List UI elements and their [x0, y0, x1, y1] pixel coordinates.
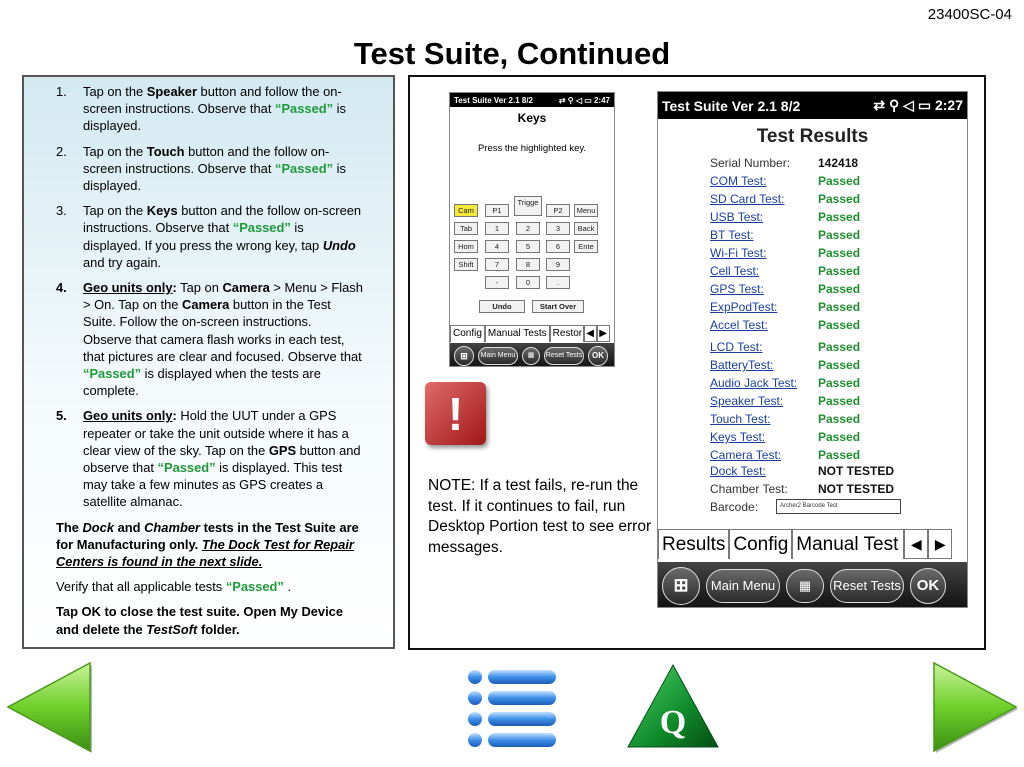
tab-scroll-right-icon[interactable]: ▶: [928, 529, 952, 559]
results-tab-bar: [658, 529, 968, 559]
barcode-field[interactable]: Archer2 Barcode Test: [776, 499, 901, 514]
results-bottom-bar: [658, 562, 968, 608]
result-test-name[interactable]: SD Card Test:: [710, 192, 785, 206]
verify-text: Verify that all applicable tests: [56, 579, 226, 595]
undo-button[interactable]: Undo: [479, 300, 525, 313]
dock-keyword: Dock: [82, 519, 115, 535]
keyboard-icon[interactable]: ▦: [522, 347, 540, 365]
step-text: is displayed.: [83, 160, 346, 194]
status-icons: ⇄ ⚲ ◁ ▭ 2:47: [558, 95, 610, 105]
key-0[interactable]: 0: [516, 276, 540, 289]
verify-instruction: [56, 578, 363, 595]
result-status: Passed: [818, 412, 861, 426]
key-tab[interactable]: Tab: [454, 222, 478, 235]
close-instruction: [56, 603, 363, 637]
step-2: [56, 143, 363, 195]
key-menu[interactable]: Menu: [574, 204, 598, 217]
tab-results[interactable]: Results: [658, 529, 729, 559]
step-number: 5.: [56, 408, 67, 424]
status-time: 2:47: [593, 95, 610, 105]
step-text: and try again.: [83, 254, 162, 270]
barcode-label: Barcode:: [710, 500, 759, 514]
passed-label: “Passed”: [275, 101, 334, 117]
step-number: 4.: [56, 280, 67, 296]
result-test-name[interactable]: Touch Test:: [710, 412, 771, 426]
instructions-panel: [22, 75, 395, 649]
next-slide-button[interactable]: [930, 661, 1022, 753]
step-number: 3.: [56, 203, 67, 219]
step-text: button and the follow on-screen instructions. Observe that: [83, 203, 362, 236]
step-text: button and follow the on-screen instructions. Observe that: [83, 84, 342, 117]
status-icons: ⇄ ⚲ ◁ ▭ 2:27: [873, 97, 963, 113]
step-text: :: [172, 280, 177, 296]
result-test-name[interactable]: Camera Test:: [710, 448, 782, 462]
keyboard-icon[interactable]: ▦: [786, 569, 824, 603]
keys-title: Keys: [517, 111, 547, 125]
quiz-q-icon: [626, 663, 720, 749]
result-status: Passed: [818, 192, 861, 206]
tab-config[interactable]: Config: [450, 325, 485, 342]
keys-tab-bar: [450, 325, 615, 342]
dock-chamber-note: [56, 519, 363, 571]
key-6[interactable]: 6: [546, 240, 570, 253]
result-status: Passed: [818, 210, 861, 224]
tab-restore[interactable]: Restor: [550, 325, 584, 342]
list-icon: [466, 668, 558, 750]
step-text: Tap on the: [83, 203, 147, 219]
key-8[interactable]: 8: [516, 258, 540, 271]
key-1[interactable]: 1: [485, 222, 509, 235]
key-p1[interactable]: P1: [485, 204, 509, 217]
result-status: 142418: [818, 156, 859, 170]
windows-start-icon[interactable]: ⊞: [662, 567, 700, 605]
warning-icon: [425, 382, 486, 445]
key-5[interactable]: 5: [516, 240, 540, 253]
warning-glyph: !: [447, 388, 464, 440]
test-results-screen: [657, 91, 968, 608]
result-test-name[interactable]: ExpPodTest:: [710, 300, 778, 314]
step-text: is displayed.: [83, 101, 346, 134]
keys-test-screen: [449, 92, 615, 367]
result-test-name[interactable]: Dock Test:: [710, 464, 766, 478]
ok-button[interactable]: OK: [588, 346, 608, 366]
result-test-name[interactable]: Keys Test:: [710, 430, 766, 444]
status-bar: [658, 92, 967, 119]
step-text: is displayed when the tests are complete.: [83, 366, 321, 399]
step-text: Tap on: [176, 280, 223, 296]
windows-start-icon[interactable]: ⊞: [454, 346, 474, 366]
folder-name: TestSoft: [146, 621, 198, 637]
step-number: 1.: [56, 84, 67, 99]
step-keyword: Speaker: [146, 84, 197, 99]
result-status: Passed: [818, 282, 861, 296]
step-text: Tap on the: [83, 143, 147, 159]
step-keyword: Keys: [146, 203, 178, 219]
key-3[interactable]: 3: [546, 222, 570, 235]
results-title: Test Results: [756, 126, 869, 147]
step-text: Tap on the: [83, 84, 147, 99]
result-status: Passed: [818, 246, 861, 260]
key-7[interactable]: 7: [485, 258, 509, 271]
geo-units-label: Geo units only: [83, 280, 173, 296]
next-slide-reference: The Dock Test for Repair Centers is found in the next slide.: [56, 536, 354, 570]
passed-label: “Passed”: [225, 579, 284, 595]
step-keyword: Camera: [222, 280, 270, 296]
main-menu-button[interactable]: Main Menu: [478, 347, 518, 365]
document-id: 23400SC-04: [927, 6, 1012, 23]
step-1: [56, 83, 363, 135]
start-over-button[interactable]: Start Over: [532, 300, 584, 313]
close-text: Tap OK to close the test suite. Open My Device and delete the: [56, 604, 344, 637]
result-test-name[interactable]: Cell Test:: [710, 264, 760, 278]
result-status: Passed: [818, 340, 861, 354]
result-status: Passed: [818, 318, 861, 332]
result-status: NOT TESTED: [818, 482, 895, 496]
tab-scroll-left-icon[interactable]: ◀: [584, 325, 597, 342]
result-test-name[interactable]: Speaker Test:: [710, 394, 784, 408]
step-text: > Menu > Flash > On. Tap on the: [83, 280, 363, 313]
key-cam[interactable]: Cam: [454, 204, 478, 217]
step-keyword: Touch: [146, 143, 185, 159]
chamber-keyword: Chamber: [144, 519, 200, 535]
result-status: Passed: [818, 448, 861, 462]
quiz-button[interactable]: [626, 663, 720, 749]
tab-scroll-right-icon[interactable]: ▶: [597, 325, 610, 342]
tab-scroll-left-icon[interactable]: ◀: [904, 529, 928, 559]
status-title: Test Suite Ver 2.1 8/2: [662, 97, 801, 114]
status-bar: [450, 93, 614, 107]
result-status: Passed: [818, 376, 861, 390]
verify-text: .: [283, 579, 292, 595]
tab-manual-tests[interactable]: Manual Tests: [485, 325, 550, 342]
key-shift[interactable]: Shift: [454, 258, 478, 271]
key-dot[interactable]: .: [546, 276, 570, 289]
quiz-letter: Q: [659, 704, 687, 741]
result-test-name[interactable]: USB Test:: [710, 210, 764, 224]
passed-label: “Passed”: [275, 160, 334, 176]
tab-config[interactable]: Config: [729, 529, 792, 559]
previous-slide-button[interactable]: [4, 661, 96, 753]
close-text: folder.: [197, 621, 240, 637]
keys-bottom-bar: [450, 343, 615, 367]
reset-tests-button[interactable]: Reset Tests: [830, 569, 904, 603]
passed-label: “Passed”: [83, 366, 142, 382]
step-3: [56, 202, 363, 271]
result-test-name[interactable]: Wi-Fi Test:: [710, 246, 767, 260]
step-keyword: Camera: [182, 297, 230, 313]
arrow-left-icon: [4, 661, 96, 753]
result-status: Passed: [818, 174, 861, 188]
result-test-name[interactable]: BatteryTest:: [710, 358, 774, 372]
key-p2[interactable]: P2: [546, 204, 570, 217]
key-enter[interactable]: Ente: [574, 240, 598, 253]
status-time: 2:27: [934, 97, 963, 113]
page-title: Test Suite, Continued: [353, 36, 671, 71]
key-back[interactable]: Back: [574, 222, 598, 235]
result-status: Passed: [818, 228, 861, 242]
passed-label: “Passed”: [232, 220, 291, 236]
result-test-name[interactable]: LCD Test:: [710, 340, 763, 354]
note-text: and: [114, 519, 145, 535]
passed-label: “Passed”: [157, 460, 216, 476]
result-test-name[interactable]: Accel Test:: [710, 318, 768, 332]
geo-units-label: Geo units only: [83, 408, 173, 424]
arrow-right-icon: [930, 661, 1022, 753]
result-test-name: Chamber Test:: [710, 482, 788, 496]
step-number: 2.: [56, 143, 67, 159]
result-test-name[interactable]: COM Test:: [710, 174, 767, 188]
step-keyword: Undo: [322, 237, 356, 253]
step-text: button and the follow on-screen instructions. Observe that: [83, 143, 330, 176]
note-text: tests in the Test Suite are for Manufacturing only.: [56, 519, 359, 552]
step-text: button in the Test Suite. Follow the on-screen instructions. Observe that camera flash works in each test, that pictures are clear and focused. Observe that: [83, 297, 362, 364]
result-status: Passed: [818, 394, 861, 408]
result-status: NOT TESTED: [818, 464, 895, 478]
failure-note: NOTE: If a test fails, re-run the test. If it continues to fail, run Desktop Portion test to see error messages.: [428, 477, 652, 556]
step-5: [56, 407, 363, 510]
step-text: button and observe that: [83, 442, 361, 476]
step-text: is displayed. This test may take a few minutes as GPS creates a satellite almanac.: [83, 460, 343, 510]
result-status: Passed: [818, 358, 861, 372]
ok-button[interactable]: OK: [910, 568, 946, 604]
result-test-name[interactable]: GPS Test:: [710, 282, 764, 296]
keys-instruction: Press the highlighted key.: [477, 143, 587, 154]
main-menu-button[interactable]: Main Menu: [706, 569, 780, 603]
step-text: :: [172, 408, 177, 424]
key-home[interactable]: Hom: [454, 240, 478, 253]
menu-list-button[interactable]: [466, 668, 558, 750]
result-test-name[interactable]: Audio Jack Test:: [710, 376, 798, 390]
step-text: is displayed. If you press the wrong key, tap: [83, 220, 323, 253]
result-test-name: Serial Number:: [710, 156, 791, 170]
key-trigger[interactable]: Trigge: [514, 196, 542, 216]
note-text: The: [56, 519, 83, 535]
step-4: [56, 279, 363, 399]
result-status: Passed: [818, 430, 861, 444]
step-keyword: GPS: [268, 442, 297, 458]
result-test-name[interactable]: BT Test:: [710, 228, 754, 242]
status-title: Test Suite Ver 2.1 8/2: [454, 95, 534, 105]
step-text: Hold the UUT under a GPS repeater or take the unit outside where it has a clear view of the sky. Tap on the: [83, 408, 349, 458]
key-9[interactable]: 9: [546, 258, 570, 271]
key-4[interactable]: 4: [485, 240, 509, 253]
steps-list: [56, 83, 363, 511]
tab-manual-test[interactable]: Manual Test: [792, 529, 904, 559]
result-status: Passed: [818, 264, 861, 278]
reset-tests-button[interactable]: Reset Tests: [544, 347, 584, 365]
key-2[interactable]: 2: [516, 222, 540, 235]
key-dash[interactable]: -: [485, 276, 509, 289]
result-status: Passed: [818, 300, 861, 314]
